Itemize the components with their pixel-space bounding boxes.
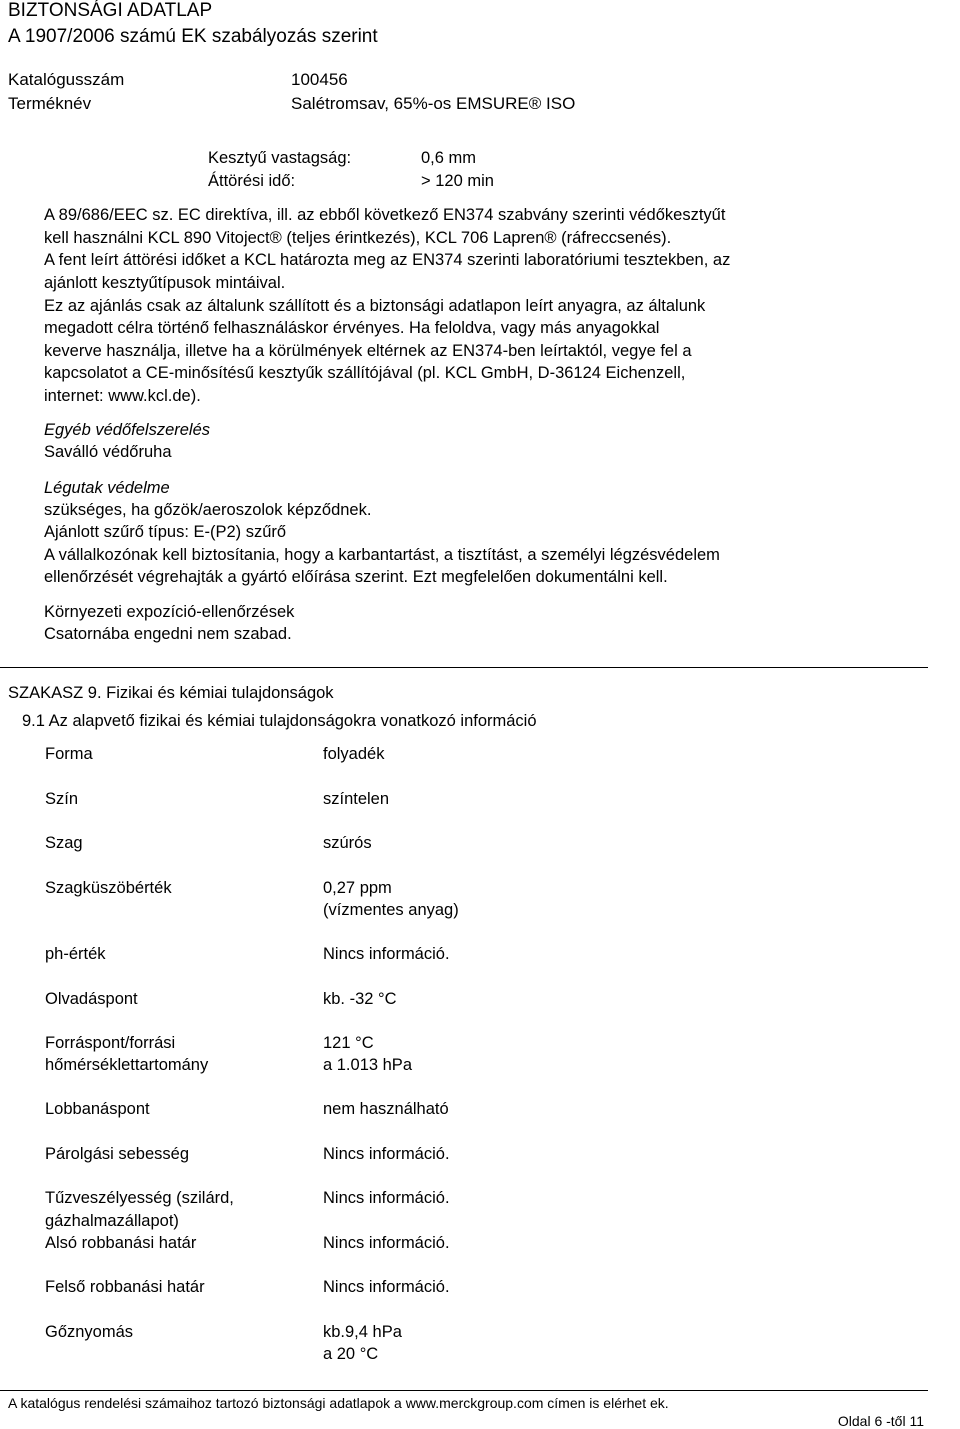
glove-thickness-label: Kesztyű vastagság: [208,149,352,167]
property-label: Szag [45,834,83,852]
catalog-number-label: Katalógusszám [8,70,125,89]
property-label: Forráspont/forrási [45,1034,176,1052]
property-value: szúrós [323,834,372,852]
property-value: Nincs információ. [323,1189,450,1207]
paragraph-line: ajánlott kesztyűtípusok mintáival. [44,274,286,292]
property-label: Gőznyomás [45,1323,134,1341]
respiratory-heading: Légutak védelme [44,479,170,497]
property-value: kb. -32 °C [323,990,397,1008]
page-number: Oldal 6 -től 11 [837,1413,924,1429]
footer-note: A katalógus rendelési számaihoz tartozó biztonsági adatlapok a www.merckgroup.com címen is elérhet ek. [8,1395,669,1411]
paragraph-line: Ez az ajánlás csak az általunk szállított és a biztonsági adatlapon leírt anyagra, az általunk [44,297,706,315]
property-value: 0,27 ppm [323,879,392,897]
property-label: Lobbanáspont [45,1100,150,1118]
respiratory-line: Ajánlott szűrő típus: E-(P2) szűrő [44,523,287,541]
property-label: Szagküszöbérték [45,879,172,897]
paragraph-line: internet: www.kcl.de). [44,387,201,405]
property-value: kb.9,4 hPa [323,1323,402,1341]
other-protection-heading: Egyéb védőfelszerelés [44,421,211,439]
environment-heading: Környezeti expozíció-ellenőrzések [44,603,295,621]
property-label: Szín [45,790,79,808]
breakthrough-time-label: Áttörési idő: [208,172,296,190]
property-value: (vízmentes anyag) [323,901,459,919]
paragraph-line: kapcsolatot a CE-minősítésű kesztyűk szállítójával (pl. KCL GmbH, D-36124 Eichenzell, [44,364,686,382]
property-label: Olvadáspont [45,990,138,1008]
section-divider [0,667,928,668]
property-value: 121 °C [323,1034,374,1052]
property-value: a 20 °C [323,1345,379,1363]
respiratory-line: szükséges, ha gőzök/aeroszolok képződnek. [44,501,372,519]
property-value: Nincs információ. [323,1234,450,1252]
section-9-1-subtitle: 9.1 Az alapvető fizikai és kémiai tulajdonságokra vonatkozó információ [22,712,537,730]
other-protection-text: Saválló védőruha [44,443,172,461]
paragraph-line: keverve használja, illetve ha a körülmények eltérnek az EN374-ben leírtaktól, vegye fel a [44,342,692,360]
catalog-number-value: 100456 [291,70,348,89]
footer-divider [0,1390,928,1391]
breakthrough-time-value: > 120 min [421,172,494,190]
property-value: Nincs információ. [323,1145,450,1163]
section-9-title: SZAKASZ 9. Fizikai és kémiai tulajdonságok [8,684,334,702]
product-name-label: Terméknév [8,94,92,113]
property-label: Tűzveszélyesség (szilárd, [45,1189,234,1207]
property-label: gázhalmazállapot) [45,1212,179,1230]
document-title: BIZTONSÁGI ADATLAP [8,0,213,21]
property-value: a 1.013 hPa [323,1056,412,1074]
regulation-reference: A 1907/2006 számú EK szabályozás szerint [8,26,378,47]
environment-text: Csatornába engedni nem szabad. [44,625,292,643]
property-value: Nincs információ. [323,945,450,963]
property-label: Alsó robbanási határ [45,1234,197,1252]
property-label: Felső robbanási határ [45,1278,205,1296]
product-name-value: Salétromsav, 65%-os EMSURE® ISO [291,94,576,113]
property-label: ph-érték [45,945,106,963]
property-value: Nincs információ. [323,1278,450,1296]
paragraph-line: kell használni KCL 890 Vitoject® (teljes érintkezés), KCL 706 Lapren® (ráfreccsenés). [44,229,672,247]
property-label: Forma [45,745,93,763]
paragraph-line: A 89/686/EEC sz. EC direktíva, ill. az ebből következő EN374 szabvány szerinti védőkesztyűt [44,206,726,224]
paragraph-line: megadott célra történő felhasználáskor érvényes. Ha feloldva, vagy más anyagokkal [44,319,660,337]
respiratory-line: ellenőrzését végrehajták a gyártó előírása szerint. Ezt megfelelően dokumentálni kell. [44,568,668,586]
property-label: hőmérséklettartomány [45,1056,209,1074]
glove-thickness-value: 0,6 mm [421,149,477,167]
paragraph-line: A fent leírt áttörési időket a KCL határozta meg az EN374 szerinti laboratóriumi tesztekben, az [44,251,731,269]
property-value: nem használható [323,1100,449,1118]
property-value: színtelen [323,790,390,808]
respiratory-line: A vállalkozónak kell biztosítania, hogy a karbantartást, a tisztítást, a személyi légzésvédelem [44,546,720,564]
property-label: Párolgási sebesség [45,1145,190,1163]
property-value: folyadék [323,745,385,763]
